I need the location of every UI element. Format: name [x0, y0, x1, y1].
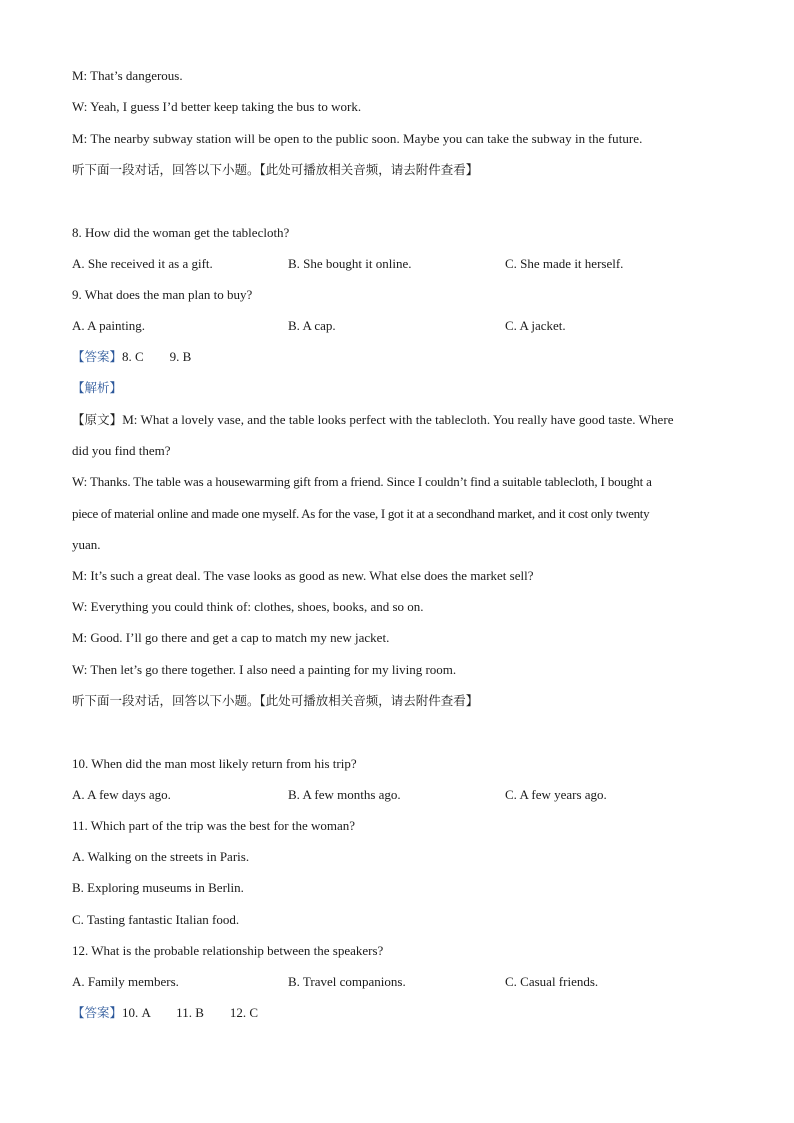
- option-9c: C. A jacket.: [505, 318, 566, 333]
- original-tag: 【原文】: [72, 412, 123, 427]
- listen-instruction: 听下面一段对话，回答以下小题。【此处可播放相关音频，请去附件查看】: [72, 693, 479, 708]
- question-12: 12. What is the probable relationship between the speakers?: [72, 943, 384, 958]
- option-11c: C. Tasting fantastic Italian food.: [72, 912, 240, 927]
- question-11: 11. Which part of the trip was the best for the woman?: [72, 818, 356, 833]
- option-10c: C. A few years ago.: [505, 787, 607, 802]
- question-8: 8. How did the woman get the tablecloth?: [72, 225, 290, 240]
- answer-tag: 【答案】: [72, 1005, 123, 1020]
- transcript-text: M: What a lovely vase, and the table looks perfect with the tablecloth. You really have good taste. Where: [122, 412, 674, 427]
- option-10b: B. A few months ago.: [288, 787, 401, 802]
- dialogue-line: W: Yeah, I guess I’d better keep taking the bus to work.: [72, 99, 362, 114]
- transcript-line-1: [72, 412, 724, 428]
- answer-row-a: [72, 349, 724, 365]
- question-10: 10. When did the man most likely return from his trip?: [72, 756, 357, 771]
- option-12a: A. Family members.: [72, 974, 179, 989]
- option-12c: C. Casual friends.: [505, 974, 599, 989]
- question-9: 9. What does the man plan to buy?: [72, 287, 253, 302]
- transcript-line: did you find them?: [72, 443, 171, 458]
- transcript-line: M: It’s such a great deal. The vase looks as good as new. What else does the market sell?: [72, 568, 534, 583]
- analysis-tag: 【解析】: [72, 380, 123, 395]
- transcript-line: piece of material online and made one myself. As for the vase, I got it at a secondhand market, and it cost only twenty: [72, 506, 650, 521]
- answer-text: 8. C 9. B: [122, 349, 192, 364]
- answer-text: 10. A 11. B 12. C: [122, 1005, 259, 1020]
- dialogue-line: M: That’s dangerous.: [72, 68, 183, 83]
- listen-instruction: 听下面一段对话，回答以下小题。【此处可播放相关音频，请去附件查看】: [72, 162, 479, 177]
- option-8b: B. She bought it online.: [288, 256, 412, 271]
- option-9b: B. A cap.: [288, 318, 336, 333]
- transcript-line: W: Then let’s go there together. I also need a painting for my living room.: [72, 662, 457, 677]
- transcript-line: W: Everything you could think of: clothes, shoes, books, and so on.: [72, 599, 424, 614]
- option-9a: A. A painting.: [72, 318, 145, 333]
- transcript-line: yuan.: [72, 537, 101, 552]
- dialogue-line: M: The nearby subway station will be open to the public soon. Maybe you can take the subway in the future.: [72, 131, 643, 146]
- option-8a: A. She received it as a gift.: [72, 256, 213, 271]
- option-11b: B. Exploring museums in Berlin.: [72, 880, 244, 895]
- option-8c: C. She made it herself.: [505, 256, 624, 271]
- option-12b: B. Travel companions.: [288, 974, 406, 989]
- answer-tag: 【答案】: [72, 349, 123, 364]
- option-10a: A. A few days ago.: [72, 787, 171, 802]
- answer-row-b: [72, 1005, 724, 1021]
- option-11a: A. Walking on the streets in Paris.: [72, 849, 250, 864]
- transcript-line: M: Good. I’ll go there and get a cap to match my new jacket.: [72, 630, 390, 645]
- transcript-line: W: Thanks. The table was a housewarming gift from a friend. Since I couldn’t find a suitable tablecloth, I bought a: [72, 474, 652, 489]
